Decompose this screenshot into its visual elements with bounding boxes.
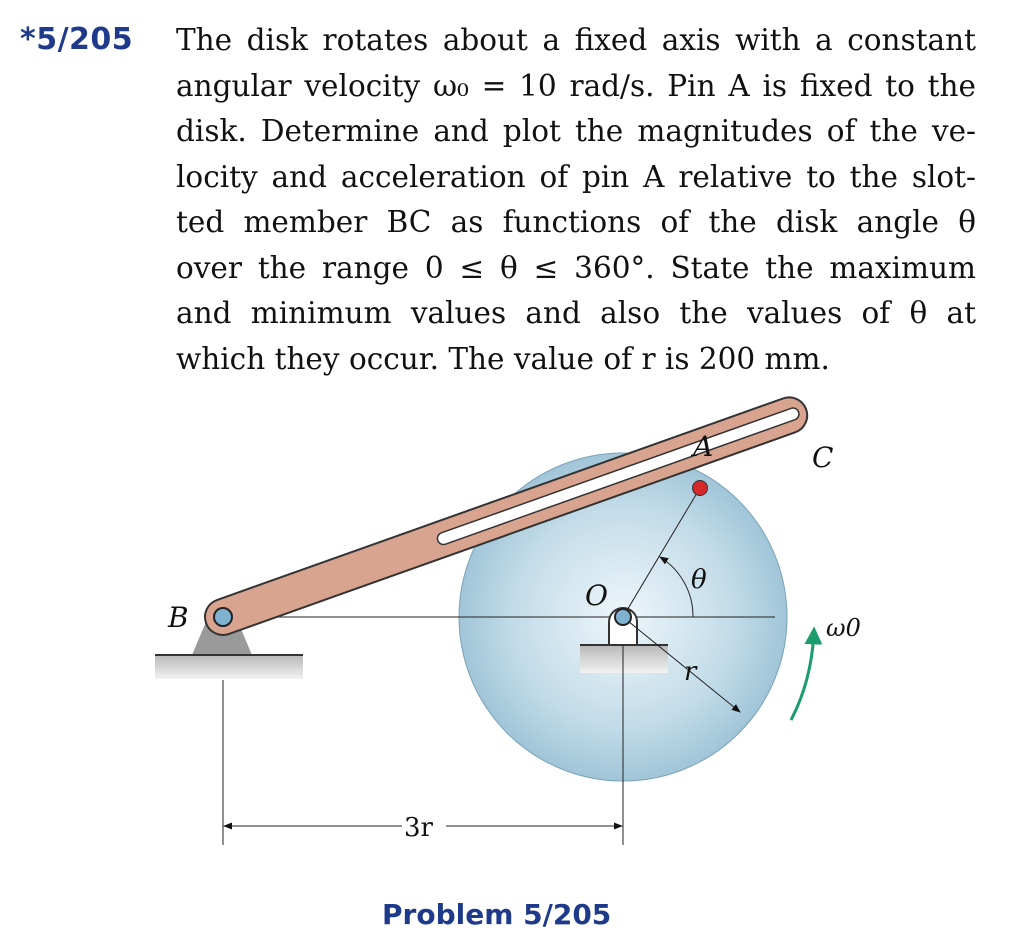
statement-line: locity and acceleration of pin A relative to the slot- [176, 159, 976, 194]
disk-support [580, 645, 668, 673]
statement-line: disk. Determine and plot the magnitudes of the ve- [176, 114, 976, 148]
label-omega: ω0 [826, 614, 861, 642]
label-r: r [684, 657, 697, 687]
statement-line: The disk rotates about a fixed axis with a constant [176, 23, 976, 57]
ground-b [155, 655, 303, 679]
statement-line: which they occur. The value of r is 200 mm. [176, 341, 830, 376]
label-a: A [693, 430, 714, 463]
figure-caption: Problem 5/205 [382, 898, 612, 931]
label-o: O [585, 579, 608, 612]
label-b: B [168, 601, 189, 634]
omega-arrow [791, 630, 814, 720]
pin-b [214, 608, 232, 626]
statement-line: angular velocity ω₀ = 10 rad/s. Pin A is fixed to the [176, 68, 976, 103]
label-c: C [812, 441, 834, 474]
statement-line: over the range 0 ≤ θ ≤ 360°. State the maximum [176, 250, 976, 285]
statement-line: and minimum values and also the values of θ at [176, 296, 976, 330]
label-theta: θ [691, 565, 707, 595]
pin-o [615, 609, 631, 625]
pin-a [693, 481, 708, 496]
statement-line: ted member BC as functions of the disk angle θ [176, 205, 976, 239]
label-3r: 3r [404, 813, 433, 843]
problem-number: *5/205 [20, 22, 134, 57]
